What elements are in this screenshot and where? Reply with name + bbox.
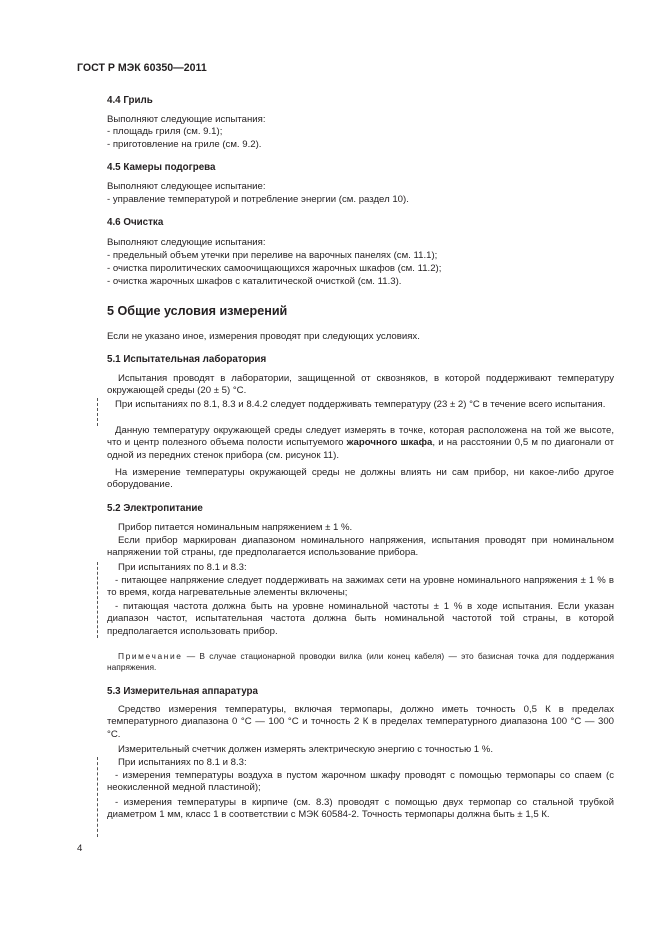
change-bar <box>97 398 98 426</box>
section-5-3-paragraph: Измерительный счетчик должен измерять электрическую энергию с точностью 1 %. <box>118 744 494 755</box>
section-5-2-title: 5.2 Электропитание <box>107 503 203 514</box>
section-5-3-paragraph: - измерения температуры в кирпиче (см. 8.3) проводят с помощью двух термопар со стальной трубкой диаметром 1 мм, класс 1 в соответствии с МЭК 60584-2. Точность термопары должна быть ± 1,5 К. <box>107 797 614 821</box>
document-header: ГОСТ Р МЭК 60350—2011 <box>77 62 207 74</box>
section-5-3-title: 5.3 Измерительная аппаратура <box>107 686 258 697</box>
section-4-6-title: 4.6 Очистка <box>107 217 164 228</box>
section-5-1-paragraph: Испытания проводят в лаборатории, защищенной от сквозняков, в которой поддерживают температуру окружающей среды (20 ± 5) °С. <box>107 373 614 397</box>
section-4-5-item: - управление температурой и потребление энергии (см. раздел 10). <box>107 194 409 205</box>
section-5-1-paragraph <box>107 425 614 462</box>
section-4-4-intro: Выполняют следующие испытания: <box>107 114 266 125</box>
section-5-2-paragraph: - питающее напряжение следует поддерживать на зажимах сети на уровне номинального напряжения ± 1 % в то время, когда нагревательные элементы включены; <box>107 575 614 599</box>
page-number: 4 <box>77 843 83 854</box>
section-4-5-title: 4.5 Камеры подогрева <box>107 162 216 173</box>
section-4-6-item: - очистка пиролитических самоочищающихся жарочных шкафов (см. 11.2); <box>107 263 442 274</box>
paragraph-text: Данную температуру окружающей среды следует измерять в точке, которая расположена на той же высоте, что и центр полезного объема полости испытуемого <box>107 425 614 449</box>
section-4-5-intro: Выполняют следующее испытание: <box>107 181 266 192</box>
section-4-4-title: 4.4 Гриль <box>107 95 153 106</box>
term-oven: жарочного шкафа <box>346 437 433 449</box>
change-bar <box>97 757 98 837</box>
section-4-6-intro: Выполняют следующие испытания: <box>107 237 266 248</box>
section-4-6-item: - очистка жарочных шкафов с каталитической очисткой (см. 11.3). <box>107 276 402 287</box>
section-5-2-paragraph: Если прибор маркирован диапазоном номинального напряжения, испытания проводят при номинальном напряжении той страны, где предполагается использование прибора. <box>107 535 614 559</box>
section-5-title: 5 Общие условия измерений <box>107 304 288 318</box>
change-bar <box>97 562 98 638</box>
note-label: Примечание <box>118 651 183 661</box>
section-5-3-paragraph: При испытаниях по 8.1 и 8.3: <box>118 757 247 768</box>
section-5-2-note <box>107 651 614 673</box>
section-4-6-item: - предельный объем утечки при переливе на варочных панелях (см. 11.1); <box>107 250 438 261</box>
section-4-4-item: - площадь гриля (см. 9.1); <box>107 126 223 137</box>
section-4-4-item: - приготовление на гриле (см. 9.2). <box>107 139 262 150</box>
section-5-intro: Если не указано иное, измерения проводят при следующих условиях. <box>107 331 420 342</box>
section-5-1-title: 5.1 Испытательная лаборатория <box>107 354 267 365</box>
note-text: — В случае стационарной проводки вилка (или конец кабеля) — это базисная точка для поддержания напряжения. <box>107 651 614 672</box>
section-5-2-paragraph: При испытаниях по 8.1 и 8.3: <box>118 562 247 573</box>
section-5-2-paragraph: Прибор питается номинальным напряжением ± 1 %. <box>118 522 353 533</box>
paragraph-text: , и на расстоянии 0,5 м по диагонали от одной из передних стенок прибора (см. рисунок 11). <box>107 437 614 461</box>
section-5-3-paragraph: - измерения температуры воздуха в пустом жарочном шкафу проводят с помощью термопары со спаем (с неокисленной медной пластиной); <box>107 770 614 794</box>
section-5-1-paragraph: На измерение температуры окружающей среды не должны влиять ни сам прибор, ни какое-либо другое оборудование. <box>107 467 614 491</box>
section-5-1-paragraph: При испытаниях по 8.1, 8.3 и 8.4.2 следует поддерживать температуру (23 ± 2) °С в течение всего испытания. <box>115 399 606 410</box>
section-5-2-paragraph: - питающая частота должна быть на уровне номинальной частоты ± 1 % в ходе испытания. Если указан диапазон частот, испытательная частота должна быть номинальной частотой той страны, в которой предполагается использовать прибор. <box>107 601 614 637</box>
section-5-3-paragraph: Средство измерения температуры, включая термопары, должно иметь точность 0,5 К в пределах температурного диапазона 0 °С — 100 °С и точность 2 К в пределах температурного диапазона 100 °С — 300 °С. <box>107 704 614 740</box>
